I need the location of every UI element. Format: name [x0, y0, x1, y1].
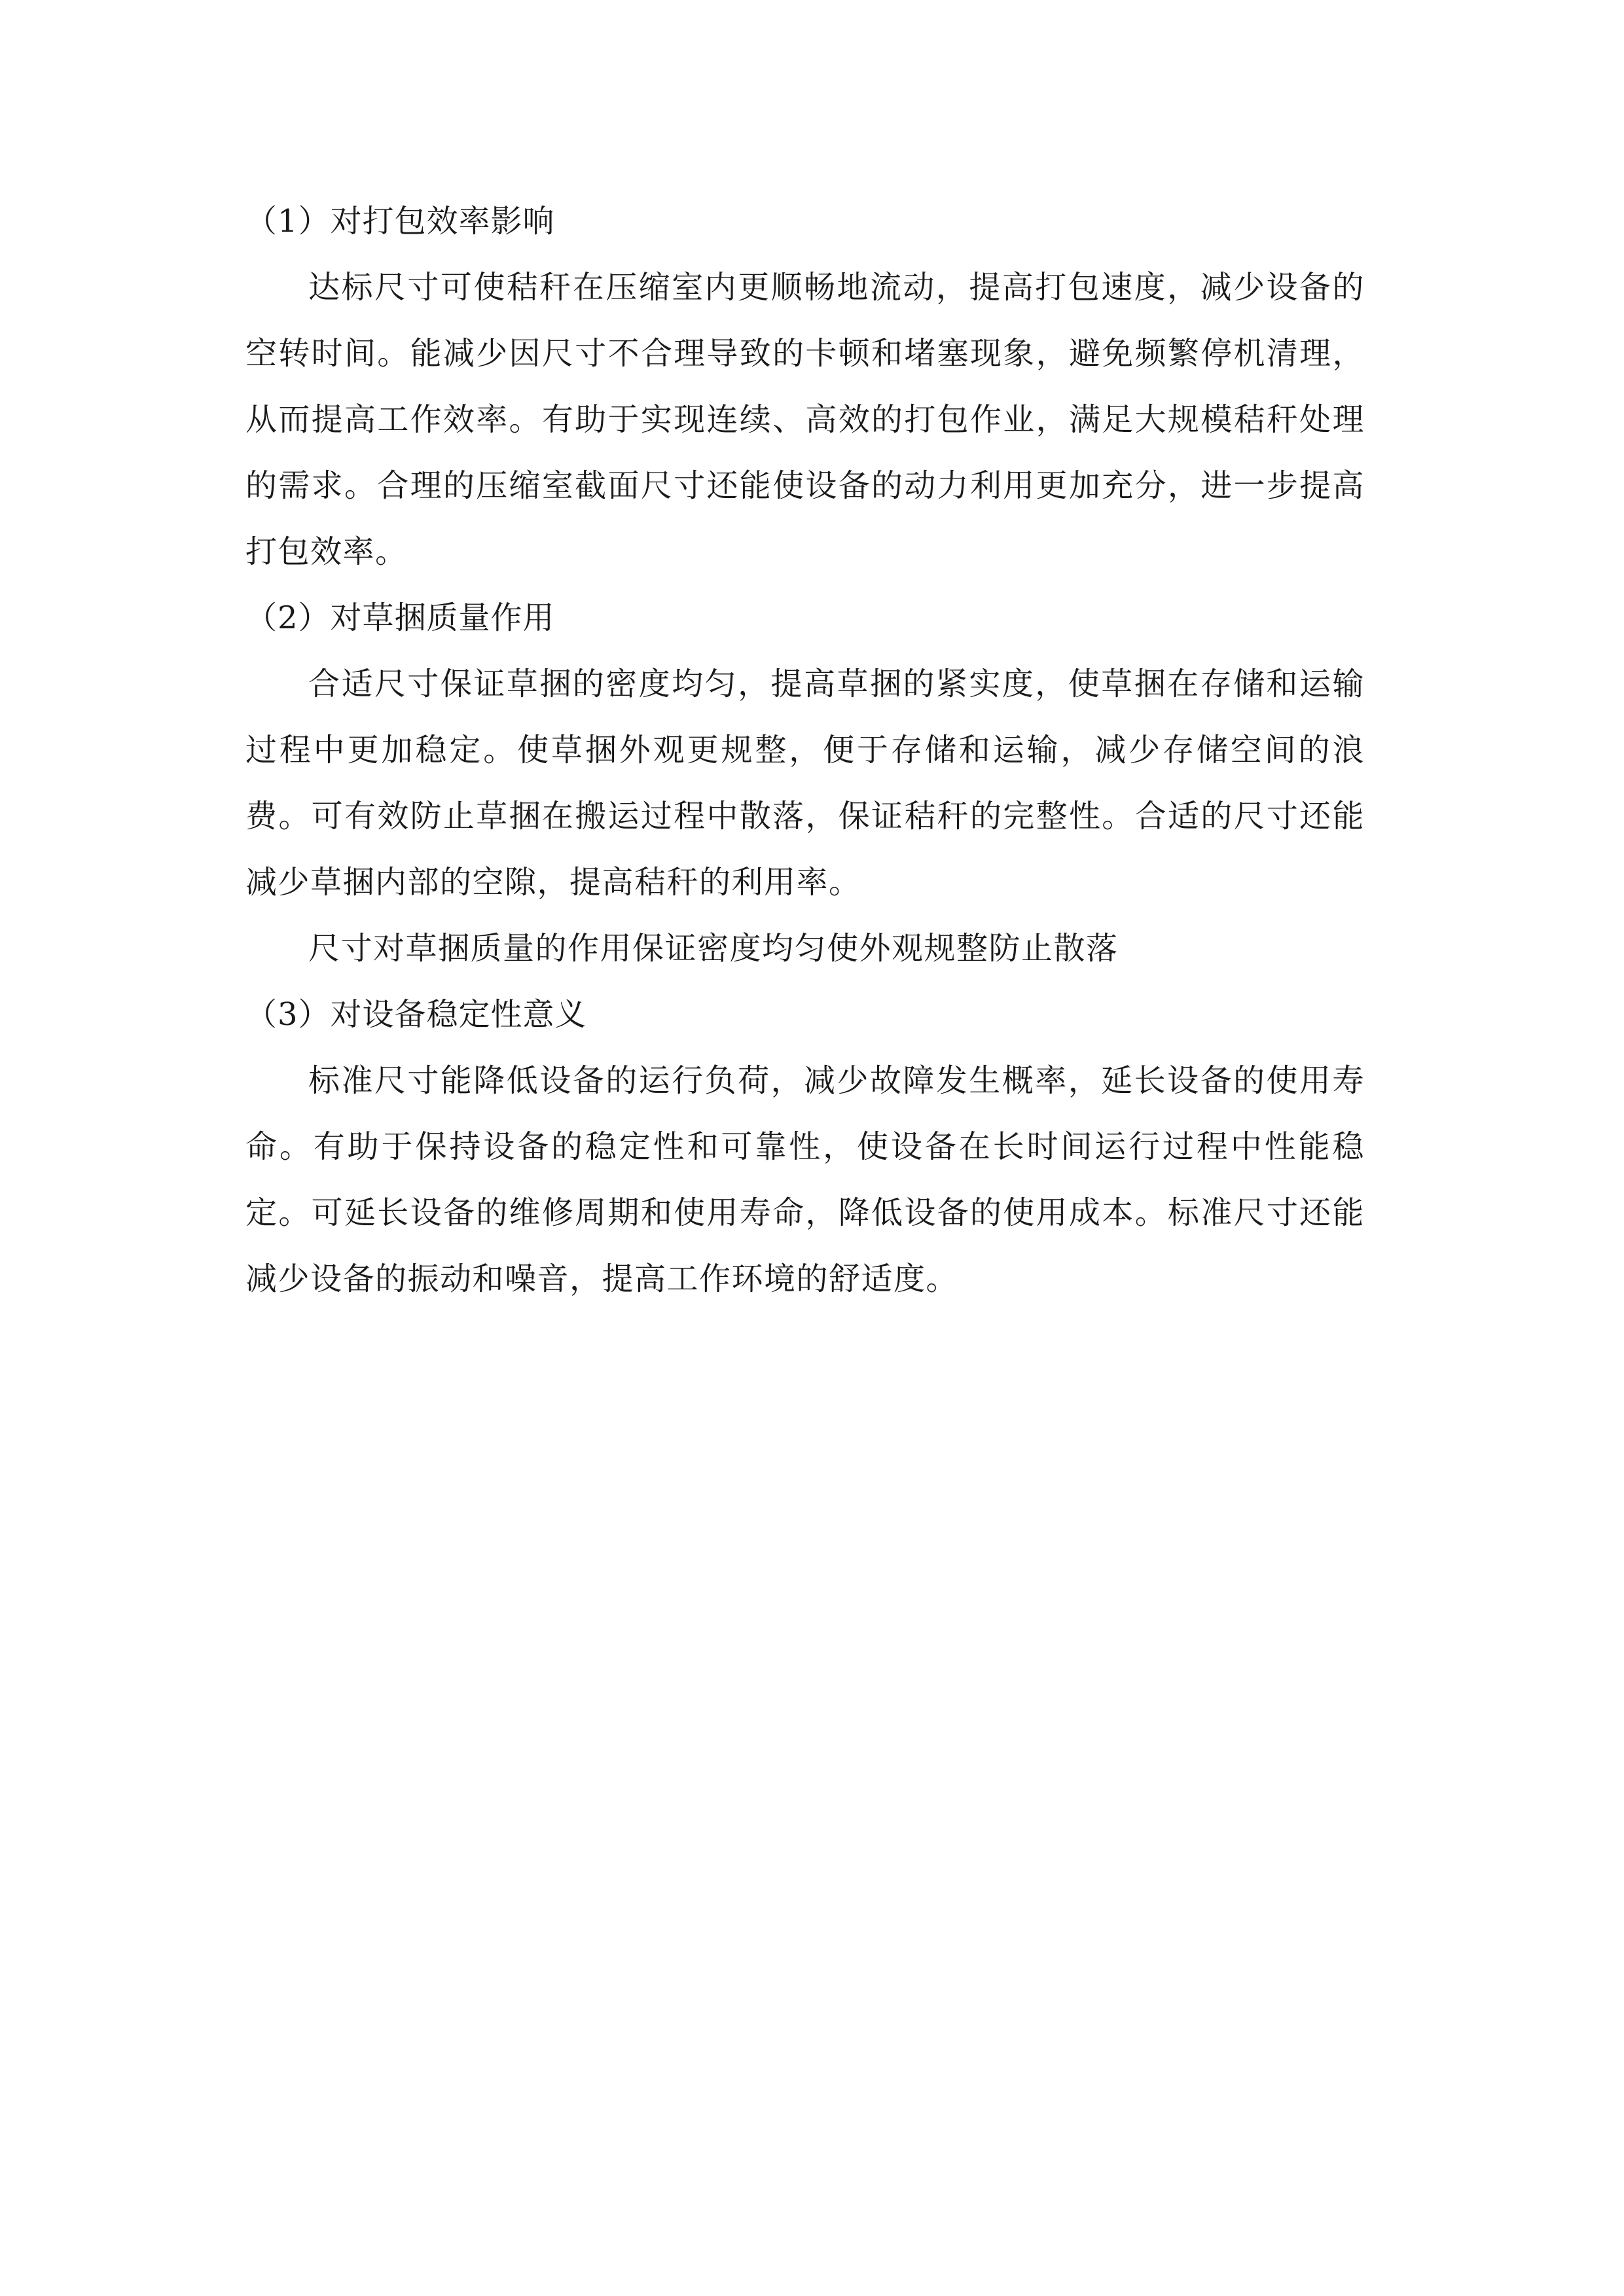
section-heading-bale-quality: （2）对草捆质量作用: [245, 600, 555, 636]
paragraph-bale-quality-summary: 尺寸对草捆质量的作用保证密度均匀使外观规整防止散落: [308, 930, 1119, 967]
section-heading-packing-efficiency: （1）对打包效率影响: [245, 203, 555, 240]
paragraph-packing-efficiency: 达标尺寸可使秸秆在压缩室内更顺畅地流动，提高打包速度，减少设备的空转时间。能减少因尺寸不合理导致的卡顿和堵塞现象，避免频繁停机清理，从而提高工作效率。有助于实现连续、高效的打包作业，满足大规模秸秆处理的需求。合理的压缩室截面尺寸还能使设备的动力利用更加充分，进一步提高打包效率。: [245, 269, 1365, 570]
paragraph-bale-quality: 合适尺寸保证草捆的密度均匀，提高草捆的紧实度，使草捆在存储和运输过程中更加稳定。使草捆外观更规整，便于存储和运输，减少存储空间的浪费。可有效防止草捆在搬运过程中散落，保证秸秆的完整性。合适的尺寸还能减少草捆内部的空隙，提高秸秆的利用率。: [245, 666, 1365, 901]
document-body: [245, 188, 1365, 1312]
paragraph-equipment-stability: 标准尺寸能降低设备的运行负荷，减少故障发生概率，延长设备的使用寿命。有助于保持设备的稳定性和可靠性，使设备在长时间运行过程中性能稳定。可延长设备的维修周期和使用寿命，降低设备的使用成本。标准尺寸还能减少设备的振动和噪音，提高工作环境的舒适度。: [245, 1062, 1365, 1297]
section-heading-equipment-stability: （3）对设备稳定性意义: [245, 996, 587, 1033]
